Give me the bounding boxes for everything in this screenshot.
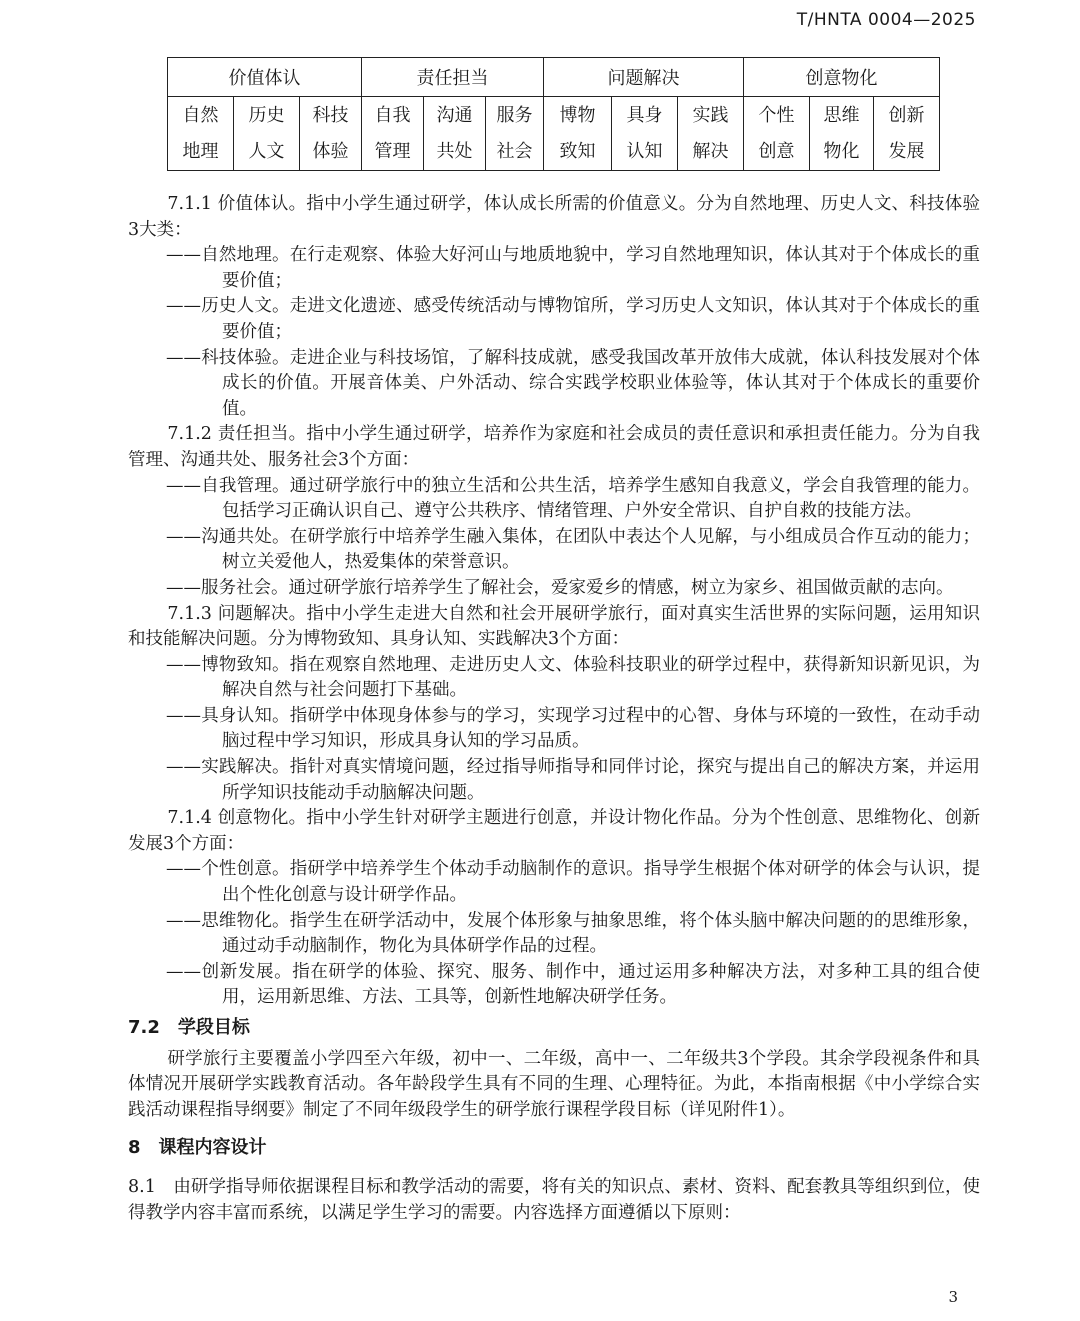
- section-heading-8: 8 课程内容设计: [128, 1137, 267, 1159]
- table-cell: 沟通 共处: [424, 97, 486, 171]
- table-subcategory-row: [168, 97, 940, 171]
- list-item: ——创新发展。指在研学的体验、探究、服务、制作中，通过运用多种解决方法，对多种工具的组合使用，运用新思维、方法、工具等，创新性地解决研学任务。: [166, 961, 980, 1008]
- paragraph-7-1-4: 7.1.4 创意物化。指中小学生针对研学主题进行创意，并设计物化作品。分为个性创意、思维物化、创新发展3个方面：: [128, 808, 980, 854]
- table-cell: 具身 认知: [612, 97, 678, 171]
- competency-table: [167, 57, 940, 171]
- table-group-header: 责任担当: [362, 58, 544, 97]
- table-cell: 历史 人文: [234, 97, 300, 171]
- paragraph-7-1-1: 7.1.1 价值体认。指中小学生通过研学，体认成长所需的价值意义。分为自然地理、历史人文、科技体验3大类：: [128, 194, 980, 240]
- table-cell: 思维 物化: [810, 97, 874, 171]
- list-item: ——个性创意。指研学中培养学生个体动手动脑制作的意识。指导学生根据个体对研学的体会与认识，提出个性化创意与设计研学作品。: [166, 859, 980, 906]
- paragraph-7-1-3: 7.1.3 问题解决。指中小学生走进大自然和社会开展研学旅行，面对真实生活世界的实际问题，运用知识和技能解决问题。分为博物致知、具身认知、实践解决3个方面：: [128, 603, 980, 650]
- list-item: ——自我管理。通过研学旅行中的独立生活和公共生活，培养学生感知自我意义，学会自我管理的能力。包括学习正确认识自己、遵守公共秩序、情绪管理、户外安全常识、自护自救的技能方法。: [166, 475, 980, 522]
- table-group-header: 问题解决: [544, 58, 744, 97]
- list-item: ——沟通共处。在研学旅行中培养学生融入集体，在团队中表达个人见解，与小组成员合作互动的能力；树立关爱他人，热爱集体的荣誉意识。: [166, 526, 980, 573]
- paragraph-8-1: 8.1 由研学指导师依据课程目标和教学活动的需要，将有关的知识点、素材、资料、配套教具等组织到位，使得教学内容丰富而系统，以满足学生学习的需要。内容选择方面遵循以下原则：: [128, 1176, 980, 1223]
- section-heading-7-2: 7.2 学段目标: [128, 1017, 250, 1038]
- table-cell: 个性 创意: [744, 97, 810, 171]
- table-group-header: 创意物化: [744, 58, 940, 97]
- table-cell: 博物 致知: [544, 97, 612, 171]
- list-item: ——科技体验。走进企业与科技场馆，了解科技成就，感受我国改革开放伟大成就，体认科技发展对个体成长的价值。开展音体美、户外活动、综合实践学校职业体验等，体认其对于个体成长的重要价值。: [166, 347, 980, 419]
- list-item: ——具身认知。指研学中体现身体参与的学习，实现学习过程中的心智、身体与环境的一致性，在动手动脑过程中学习知识，形成具身认知的学习品质。: [166, 705, 980, 752]
- document-body: [128, 192, 980, 1226]
- list-item: ——服务社会。通过研学旅行培养学生了解社会，爱家爱乡的情感，树立为家乡、祖国做贡献的志向。: [166, 577, 954, 598]
- table-cell: 服务 社会: [486, 97, 544, 171]
- list-item: ——自然地理。在行走观察、体验大好河山与地质地貌中，学习自然地理知识，体认其对于个体成长的重要价值；: [166, 245, 980, 291]
- list-item: ——实践解决。指针对真实情境问题，经过指导师指导和同伴讨论，探究与提出自己的解决方案，并运用所学知识技能动手动脑解决问题。: [166, 757, 980, 803]
- list-item: ——思维物化。指学生在研学活动中，发展个体形象与抽象思维，将个体头脑中解决问题的的思维形象，通过动手动脑制作，物化为具体研学作品的过程。: [166, 910, 980, 957]
- table-cell: 自我 管理: [362, 97, 424, 171]
- table-cell: 创新 发展: [874, 97, 940, 171]
- list-item: ——历史人文。走进文化遗迹、感受传统活动与博物馆所，学习历史人文知识，体认其对于个体成长的重要价值；: [166, 296, 980, 342]
- table-header-row: [168, 58, 940, 97]
- table-cell: 自然 地理: [168, 97, 234, 171]
- page-number: 3: [948, 1288, 958, 1306]
- paragraph-7-1-2: 7.1.2 责任担当。指中小学生通过研学，培养作为家庭和社会成员的责任意识和承担责任能力。分为自我管理、沟通共处、服务社会3个方面：: [128, 424, 980, 470]
- list-item: ——博物致知。指在观察自然地理、走进历史人文、体验科技职业的研学过程中，获得新知识新见识，为解决自然与社会问题打下基础。: [166, 654, 980, 701]
- table-cell: 实践 解决: [678, 97, 744, 171]
- table-group-header: 价值体认: [168, 58, 362, 97]
- table-cell: 科技 体验: [300, 97, 362, 171]
- document-code: T/HNTA 0004—2025: [796, 10, 976, 30]
- paragraph-7-2: 研学旅行主要覆盖小学四至六年级，初中一、二年级，高中一、二年级共3个学段。其余学段视条件和具体情况开展研学实践教育活动。各年龄段学生具有不同的生理、心理特征。为此，本指南根据《中小学综合实践活动课程指导纲要》制定了不同年级段学生的研学旅行课程学段目标（详见附件1）。: [128, 1048, 980, 1120]
